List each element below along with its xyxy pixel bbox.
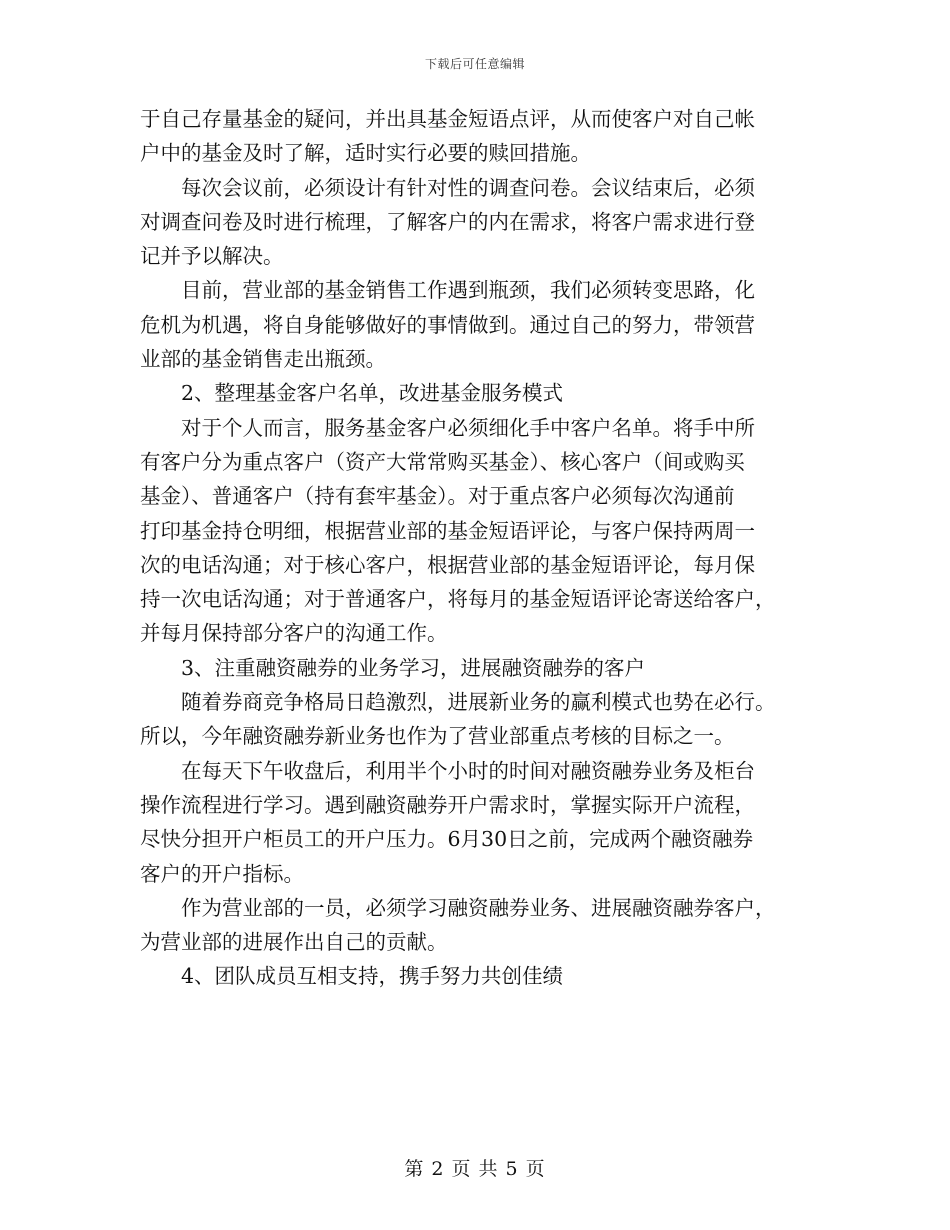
text-line: 次的电话沟通；对于核心客户，根据营业部的基金短语评论，每月保 xyxy=(140,552,755,577)
text-line: 户中的基金及时了解，适时实行必要的赎回措施。 xyxy=(140,141,591,166)
text-line: 客户的开户指标。 xyxy=(140,861,304,886)
text-line: 基金）、普通客户（持有套牢基金）。对于重点客户必须每次沟通前 xyxy=(140,484,735,509)
paragraph-start: 随着券商竞争格局日趋激烈，进展新业务的赢利模式也势在必行。 xyxy=(181,690,776,715)
page-header: 下载后可任意编辑 xyxy=(424,57,525,71)
text-line: 有客户分为重点客户（资产大常常购买基金）、核心客户（间或购买 xyxy=(140,449,745,474)
paragraph-start: 每次会议前，必须设计有针对性的调查问卷。会议结束后，必须 xyxy=(181,175,755,200)
text-line: 为营业部的进展作出自己的贡献。 xyxy=(140,930,448,955)
paragraph-start: 在每天下午收盘后，利用半个小时的时间对融资融券业务及柜台 xyxy=(181,758,755,783)
section-heading: 2、整理基金客户名单，改进基金服务模式 xyxy=(181,381,564,406)
paragraph-start: 作为营业部的一员，必须学习融资融券业务、进展融资融券客户， xyxy=(181,895,776,920)
text-line: 于自己存量基金的疑问，并出具基金短语点评，从而使客户对自己帐 xyxy=(140,107,755,131)
text-line: 对调查问卷及时进行梳理，了解客户的内在需求，将客户需求进行登 xyxy=(140,209,755,234)
paragraph-start: 目前，营业部的基金销售工作遇到瓶颈，我们必须转变思路，化 xyxy=(181,278,755,303)
section-heading: 3、注重融资融券的业务学习，进展融资融券的客户 xyxy=(181,655,646,680)
page-number: 第 2 页 共 5 页 xyxy=(404,1158,546,1180)
text-line: 持一次电话沟通；对于普通客户，将每月的基金短语评论寄送给客户， xyxy=(140,587,776,612)
document-body xyxy=(140,102,820,994)
text-line: 危机为机遇，将自身能够做好的事情做到。通过自己的努力，带领营 xyxy=(140,312,755,337)
text-line: 记并予以解决。 xyxy=(140,244,284,269)
text-line: 业部的基金销售走出瓶颈。 xyxy=(140,347,386,372)
text-line: 打印基金持仓明细，根据营业部的基金短语评论，与客户保持两周一 xyxy=(140,518,755,543)
text-line: 尽快分担开户柜员工的开户压力。6月30日之前，完成两个融资融券 xyxy=(140,827,754,852)
text-line: 操作流程进行学习。遇到融资融券开户需求时，掌握实际开户流程， xyxy=(140,792,755,817)
text-line: 所以，今年融资融券新业务也作为了营业部重点考核的目标之一。 xyxy=(140,724,735,749)
text-line: 并每月保持部分客户的沟通工作。 xyxy=(140,621,448,646)
section-heading: 4、团队成员互相支持，携手努力共创佳绩 xyxy=(181,964,564,989)
paragraph-start: 对于个人而言，服务基金客户必须细化手中客户名单。将手中所 xyxy=(181,415,755,440)
